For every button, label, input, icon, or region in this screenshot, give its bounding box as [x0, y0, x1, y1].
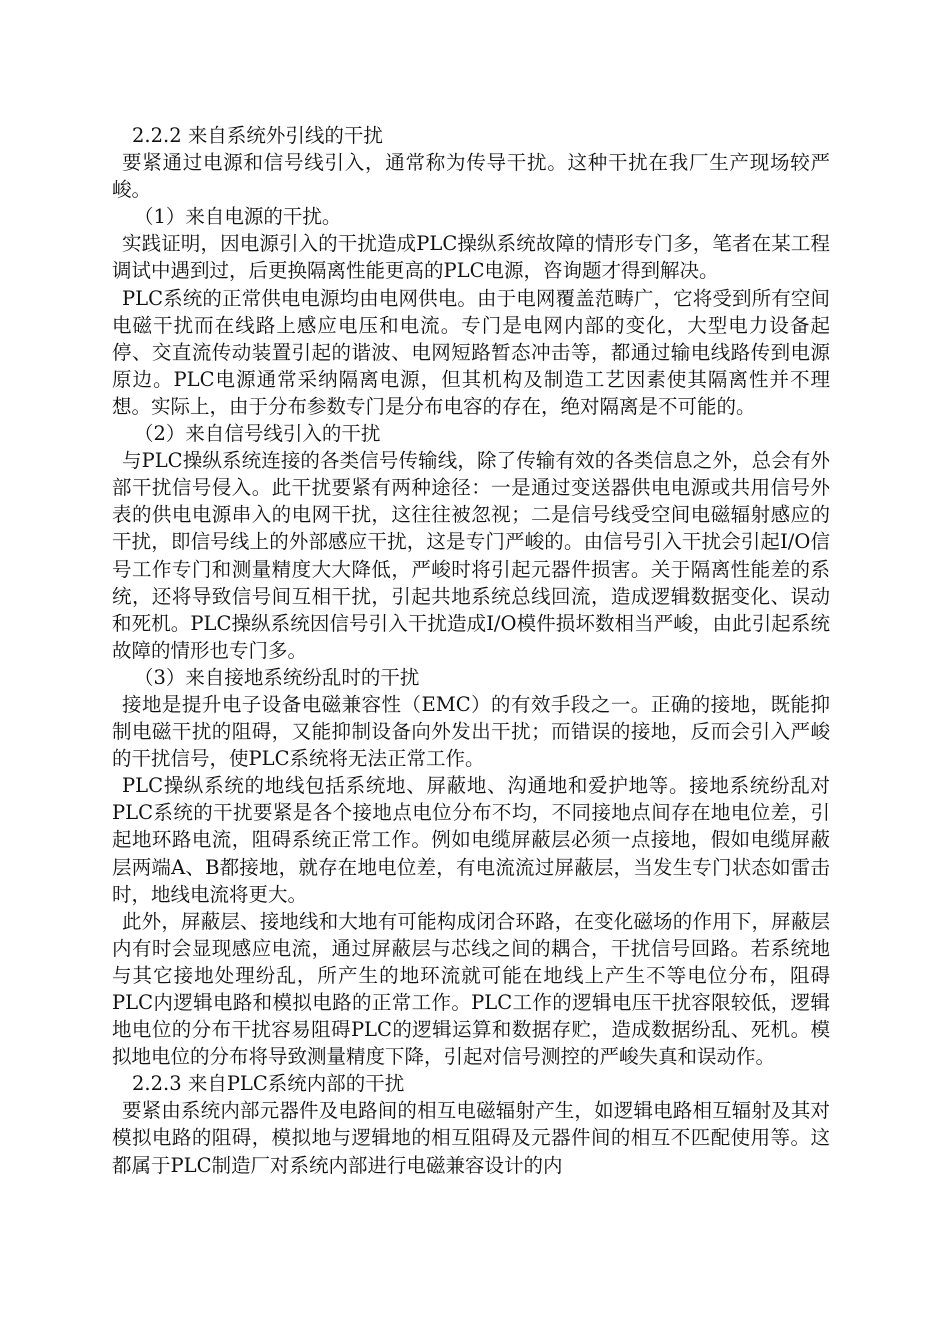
section-heading-2-2-2: 2.2.2 来自系统外引线的干扰 [132, 124, 383, 147]
paragraph-ground-loop: 此外，屏蔽层、接地线和大地有可能构成闭合环路，在变化磁场的作用下，屏蔽层内有时会显现感应电流，通过屏蔽层与芯线之间的耦合，干扰信号回路。若系统地与其它接地处理纷乱，所产生的地环流就可能在地线上产生不等电位分布，阻碍PLC内逻辑电路和模拟电路的正常工作。PLC工作的逻辑电压干扰容限较低，逻辑地电位的分布干扰容易阻碍PLC的逻辑运算和数据存贮，造成数据纷乱、死机。模拟地电位的分布将导致测量精度下降，引起对信号测控的严峻失真和误动作。 [112, 909, 830, 1069]
paragraph-ground-types: PLC操纵系统的地线包括系统地、屏蔽地、沟通地和爱护地等。接地系统纷乱对PLC系统的干扰要紧是各个接地点电位分布不均，不同接地点间存在地电位差，引起地环路电流，阻碍系统正常工作。例如电缆屏蔽层必须一点接地，假如电缆屏蔽层两端A、B都接地，就存在地电位差，有电流流过屏蔽层，当发生专门状态如雷击时，地线电流将更大。 [112, 774, 830, 906]
paragraph-signal-lines: 与PLC操纵系统连接的各类信号传输线，除了传输有效的各类信息之外，总会有外部干扰信号侵入。此干扰要紧有两种途径：一是通过变送器供电电源或共用信号外表的供电电源串入的电网干扰，这往往被忽视；二是信号线受空间电磁辐射感应的干扰，即信号线上的外部感应干扰，这是专门严峻的。由信号引入干扰会引起I/O信号工作专门和测量精度大大降低，严峻时将引起元器件损害。关于隔离性能差的系统，还将导致信号间互相干扰，引起共地系统总线回流，造成逻辑数据变化、误动和死机。PLC操纵系统因信号引入干扰造成I/O模件损坏数相当严峻，由此引起系统故障的情形也专门多。 [112, 449, 830, 662]
paragraph-conducted-interference: 要紧通过电源和信号线引入，通常称为传导干扰。这种干扰在我厂生产现场较严峻。 [112, 151, 830, 202]
paragraph-grounding-emc: 接地是提升电子设备电磁兼容性（EMC）的有效手段之一。正确的接地，既能抑制电磁干扰的阻碍，又能抑制设备向外发出干扰；而错误的接地，反而会引入严峻的干扰信号，使PLC系统将无法正常工作。 [112, 692, 830, 771]
paragraph-internal-interference: 要紧由系统内部元器件及电路间的相互电磁辐射产生，如逻辑电路相互辐射及其对模拟电路的阻碍，模拟地与逻辑地的相互阻碍及元器件间的相互不匹配使用等。这都属于PLC制造厂对系统内部进行电磁兼容设计的内 [112, 1099, 830, 1177]
paragraph-practice-proof: 实践证明，因电源引入的干扰造成PLC操纵系统故障的情形专门多，笔者在某工程调试中遇到过，后更换隔离性能更高的PLC电源，咨询题才得到解决。 [112, 232, 830, 283]
subheading-signal-lines: （2）来自信号线引入的干扰 [134, 422, 381, 446]
section-heading-2-2-3: 2.2.3 来自PLC系统内部的干扰 [132, 1072, 405, 1096]
subheading-power-source: （1）来自电源的干扰。 [134, 205, 342, 229]
document-page [112, 122, 830, 1179]
paragraph-power-supply: PLC系统的正常供电电源均由电网供电。由于电网覆盖范畴广，它将受到所有空间电磁干扰而在线路上感应电压和电流。专门是电网内部的变化，大型电力设备起停、交直流传动装置引起的谐波、电网短路暂态冲击等，都通过输电线路传到电源原边。PLC电源通常采纳隔离电源，但其机构及制造工艺因素使其隔离性并不理想。实际上，由于分布参数专门是分布电容的存在，绝对隔离是不可能的。 [112, 286, 830, 418]
subheading-grounding: （3）来自接地系统纷乱时的干扰 [134, 665, 420, 689]
